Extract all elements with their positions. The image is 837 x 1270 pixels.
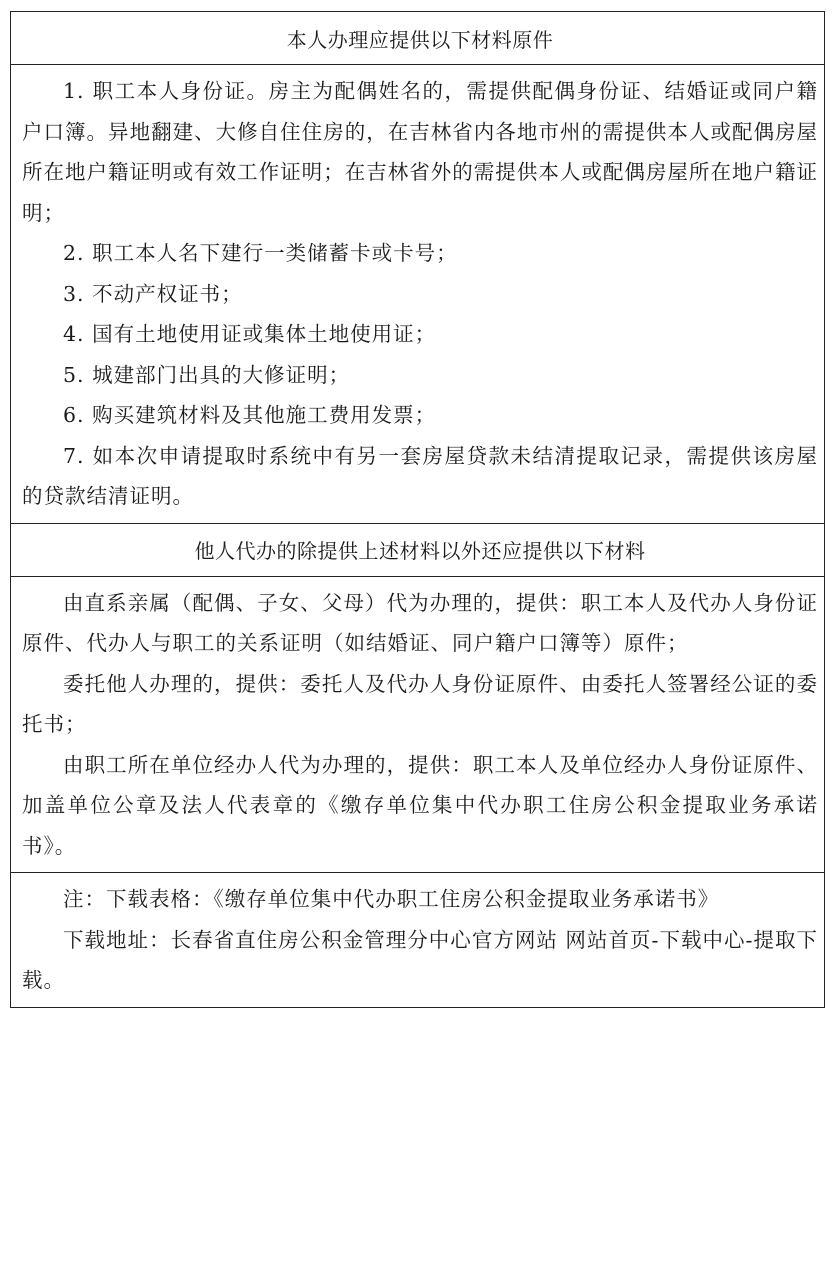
list-item: 由职工所在单位经办人代为办理的，提供：职工本人及单位经办人身份证原件、加盖单位公章及法人代表章的《缴存单位集中代办职工住房公积金提取业务承诺书》。 [22,752,818,858]
list-item: 6. 购买建筑材料及其他施工费用发票； [63,403,437,427]
list-item: 由直系亲属（配偶、子女、父母）代为办理的，提供：职工本人及代办人身份证原件、代办人与职工的关系证明（如结婚证、同户籍户口簿等）原件； [22,590,818,655]
section2-header-text: 他人代办的除提供上述材料以外还应提供以下材料 [194,539,646,563]
section1-body [11,65,825,524]
section1-header-text: 本人办理应提供以下材料原件 [286,27,554,52]
section2-body [11,576,825,873]
list-item: 委托他人办理的，提供：委托人及代办人身份证原件、由委托人签署经公证的委托书； [22,671,818,736]
section1-header [11,12,825,65]
note-download-form: 注：下载表格：《缴存单位集中代办职工住房公积金提取业务承诺书》 [63,887,720,911]
section2-header-row [11,523,825,576]
list-item: 2. 职工本人名下建行一类储蓄卡或卡号； [63,241,458,265]
note-body [11,873,825,1008]
section1-header-row [11,12,825,65]
list-item: 1. 职工本人身份证。房主为配偶姓名的，需提供配偶身份证、结婚证或同户籍户口簿。异地翻建、大修自住住房的，在吉林省内各地市州的需提供本人或配偶房屋所在地户籍证明或有效工作证明；在吉林省外的需提供本人或配偶房屋所在地户籍证明； [22,79,818,225]
section2-body-row [11,576,825,873]
note-row [11,873,825,1008]
list-item: 7. 如本次申请提取时系统中有另一套房屋贷款未结清提取记录，需提供该房屋的贷款结清证明。 [22,443,818,508]
section1-body-row [11,65,825,524]
section2-header [11,523,825,576]
list-item: 4. 国有土地使用证或集体土地使用证； [63,322,437,346]
materials-table [10,11,825,1008]
list-item: 3. 不动产权证书； [63,281,243,306]
list-item: 5. 城建部门出具的大修证明； [63,362,351,387]
note-download-address: 下载地址：长春省直住房公积金管理分中心官方网站 网站首页-下载中心-提取下载。 [22,927,818,992]
